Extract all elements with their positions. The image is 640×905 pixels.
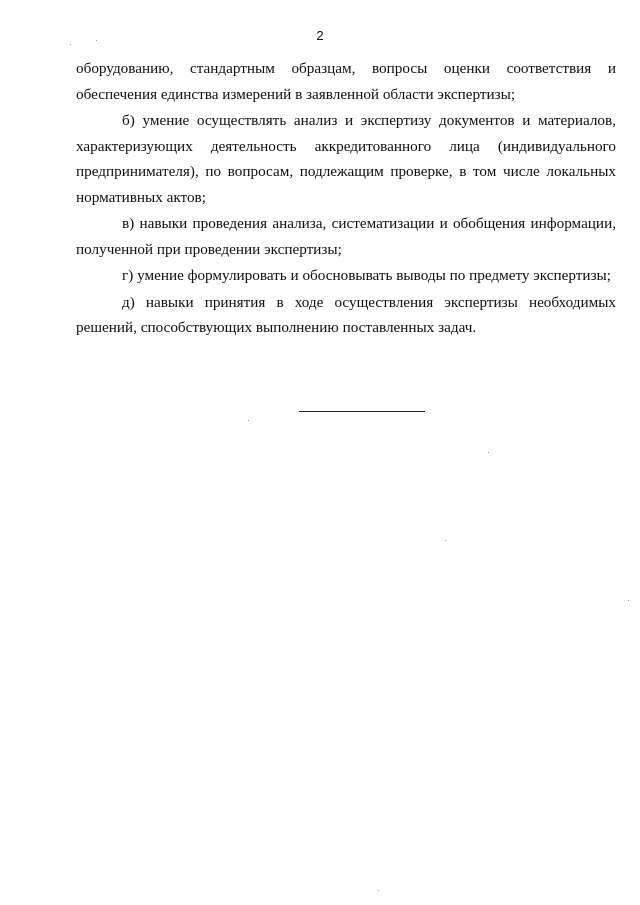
- scan-speck: [378, 890, 379, 891]
- document-body: [76, 56, 616, 341]
- scan-speck: [96, 40, 97, 41]
- paragraph-item-b: б) умение осуществлять анализ и экспертизу документов и материалов, характеризующих деятельность аккредитованного лица (индивидуального предпринимателя), по вопросам, подлежащим проверке, в том числе локальных нормативных актов;: [76, 112, 616, 206]
- paragraph-continuation: оборудованию, стандартным образцам, вопросы оценки соответствия и обеспечения единства измерений в заявленной области экспертизы;: [76, 60, 616, 103]
- scan-speck: [488, 452, 489, 453]
- paragraph-item-d: д) навыки принятия в ходе осуществления экспертизы необходимых решений, способствующих выполнению поставленных задач.: [76, 293, 616, 336]
- paragraph-item-v: в) навыки проведения анализа, систематизации и обобщения информации, полученной при проведении экспертизы;: [76, 215, 616, 258]
- paragraph-item-g: г) умение формулировать и обосновывать выводы по предмету экспертизы;: [122, 267, 611, 284]
- scan-speck: [445, 540, 446, 541]
- page-number: 2: [316, 28, 324, 43]
- scan-speck: [248, 420, 249, 421]
- scan-speck: [70, 44, 71, 45]
- scan-speck: [628, 600, 629, 601]
- end-separator-line: [299, 411, 425, 412]
